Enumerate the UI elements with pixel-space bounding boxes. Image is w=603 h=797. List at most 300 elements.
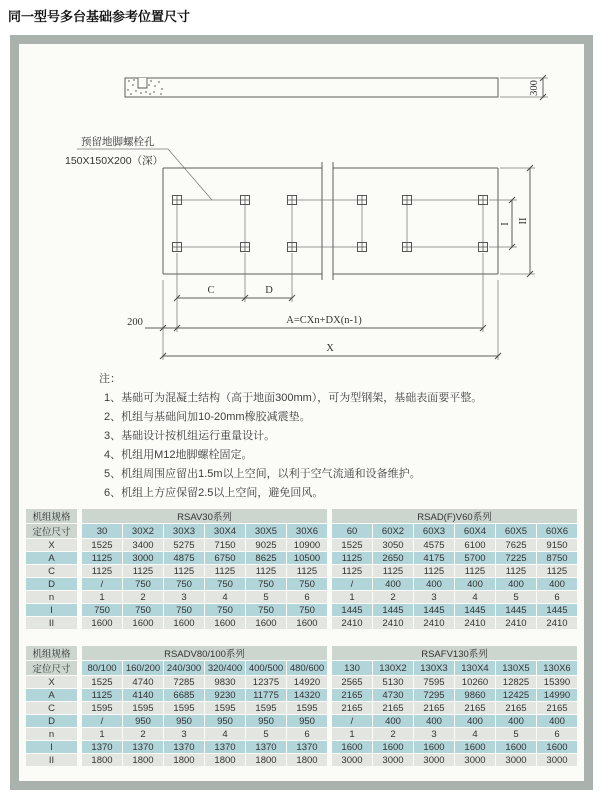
value-cell: 750 [287,578,327,590]
value-cell: / [332,578,372,590]
row-label-cell: I [26,741,77,753]
value-cell: 1595 [287,702,327,714]
value-cell: 2165 [332,689,372,701]
value-cell: 9860 [455,689,495,701]
content-frame [10,35,593,790]
value-cell: 10900 [287,539,327,551]
anchor-bolt-icon [241,243,250,252]
table-data-row [26,604,577,616]
value-cell: 3050 [373,539,413,551]
value-cell: 950 [287,715,327,727]
value-cell: 950 [123,715,163,727]
value-cell: 4140 [123,689,163,701]
value-cell: 1125 [332,552,372,564]
table-data-row [26,741,577,753]
column-spacer [328,741,331,753]
value-cell: 7625 [496,539,536,551]
value-cell: 1600 [496,741,536,753]
model-cell: 130X4 [455,661,495,675]
value-cell: 3 [164,591,204,603]
value-cell: 9830 [205,676,245,688]
model-cell: 60X3 [414,524,454,538]
value-cell: 1370 [246,741,286,753]
column-spacer [328,661,331,675]
column-spacer [328,552,331,564]
table-data-row [26,754,577,766]
table-header-row [26,646,577,660]
value-cell: 1800 [246,754,286,766]
value-cell: 3000 [537,754,577,766]
note-item: 6、机组上方应保留2.5以上空间，避免回风。 [104,487,324,499]
table-data-row [26,702,577,714]
foundation-plan-view [127,162,535,360]
column-spacer [328,676,331,688]
column-spacer [78,539,81,551]
value-cell: 1800 [205,754,245,766]
value-cell: 2 [123,728,163,740]
model-cell: 30X2 [123,524,163,538]
table-model-row [26,661,577,675]
model-cell: 130X2 [373,661,413,675]
value-cell: 1445 [496,604,536,616]
column-spacer [328,754,331,766]
value-cell: 750 [164,578,204,590]
value-cell: 6 [537,591,577,603]
row-label-cell: II [26,754,77,766]
anchor-bolt-icon [173,243,182,252]
column-spacer [78,604,81,616]
column-spacer [78,741,81,753]
value-cell: 2410 [373,617,413,629]
model-cell: 130X5 [496,661,536,675]
value-cell: 2165 [537,702,577,714]
value-cell: 1600 [373,741,413,753]
anchor-bolt-icon [241,196,250,205]
value-cell: 9230 [205,689,245,701]
value-cell: 950 [205,715,245,727]
dim-300 [500,75,548,100]
value-cell: 3000 [414,754,454,766]
value-cell: 750 [164,604,204,616]
value-cell: 1800 [164,754,204,766]
value-cell: 7225 [496,552,536,564]
anchor-bolt-icon [358,196,367,205]
dim-label-C: C [207,285,215,296]
notes-list [99,389,569,503]
note-item: 5、机组周围应留出1.5m以上空间，以利于空气流通和设备维护。 [104,468,421,480]
model-cell: 60 [332,524,372,538]
model-cell: 60X2 [373,524,413,538]
value-cell: 400 [414,715,454,727]
value-cell: 2410 [537,617,577,629]
value-cell: 1445 [373,604,413,616]
row-label-cell: n [26,728,77,740]
anchor-bolt-icon [288,243,297,252]
model-cell: 130X6 [537,661,577,675]
value-cell: 6 [287,591,327,603]
value-cell: 1600 [455,741,495,753]
column-spacer [328,728,331,740]
column-spacer [78,646,81,660]
bolt-hole-label-line2: 150X150X200（深） [65,155,164,167]
column-spacer [328,509,331,523]
value-cell: 1370 [205,741,245,753]
value-cell: 1125 [123,565,163,577]
value-cell: 4 [205,591,245,603]
anchor-bolts [173,196,488,252]
model-cell: 240/300 [164,661,204,675]
dim-label-200: 200 [127,317,143,328]
value-cell: 1125 [82,689,122,701]
bolt-hole-label-line1: 预留地脚螺栓孔 [81,136,155,148]
table-data-row [26,689,577,701]
value-cell: 1 [332,591,372,603]
column-spacer [78,578,81,590]
value-cell: 4 [205,728,245,740]
value-cell: 7150 [205,539,245,551]
value-cell: 400 [455,578,495,590]
table-data-row [26,728,577,740]
value-cell: 1370 [123,741,163,753]
value-cell: 9150 [537,539,577,551]
value-cell: 8750 [537,552,577,564]
model-cell: 160/200 [123,661,163,675]
table-data-row [26,578,577,590]
value-cell: 750 [246,578,286,590]
value-cell: 2410 [496,617,536,629]
anchor-bolt-icon [403,243,412,252]
anchor-bolt-icon [173,196,182,205]
column-spacer [328,539,331,551]
dim-C-D [174,285,295,301]
column-spacer [78,524,81,538]
value-cell: 6100 [455,539,495,551]
value-cell: 7285 [164,676,204,688]
table-data-row [26,676,577,688]
value-cell: 750 [205,604,245,616]
dimensions-table-2 [25,645,578,767]
value-cell: 1595 [164,702,204,714]
value-cell: 1525 [82,539,122,551]
row-label-cell: X [26,539,77,551]
value-cell: / [82,578,122,590]
column-spacer [328,524,331,538]
value-cell: 750 [123,604,163,616]
break-lines [322,162,333,280]
model-cell: 30X4 [205,524,245,538]
value-cell: 2410 [414,617,454,629]
column-spacer [78,689,81,701]
value-cell: 750 [205,578,245,590]
row-label-cell: A [26,552,77,564]
value-cell: 12425 [496,689,536,701]
value-cell: 1125 [287,565,327,577]
value-cell: / [332,715,372,727]
value-cell: 400 [373,578,413,590]
row-label-cell: C [26,565,77,577]
value-cell: 1125 [373,565,413,577]
model-cell: 30X5 [246,524,286,538]
model-cell: 480/600 [287,661,327,675]
value-cell: 2565 [332,676,372,688]
model-cell: 320/400 [205,661,245,675]
series-name-cell: RSAD(F)V60系列 [332,509,577,523]
value-cell: 400 [455,715,495,727]
value-cell: 1125 [205,565,245,577]
value-cell: 1600 [537,741,577,753]
value-cell: 1 [82,728,122,740]
value-cell: 2165 [496,702,536,714]
column-spacer [78,754,81,766]
value-cell: 400 [537,578,577,590]
value-cell: 7295 [414,689,454,701]
value-cell: 6 [287,728,327,740]
column-spacer [78,728,81,740]
table-model-row [26,524,577,538]
model-cell: 400/500 [246,661,286,675]
value-cell: 7595 [414,676,454,688]
anchor-bolt-icon [403,196,412,205]
column-spacer [78,617,81,629]
value-cell: 400 [537,715,577,727]
table-header-row [26,509,577,523]
page-title: 同一型号多台基础参考位置尺寸 [8,9,191,24]
note-item: 1、基础可为混凝土结构（高于地面300mm），可为型钢架，基础表面要平整。 [104,392,483,404]
value-cell: 1525 [82,676,122,688]
value-cell: 1600 [246,617,286,629]
note-item: 2、机组与基础间加10-20mm橡胶减震垫。 [104,411,311,423]
value-cell: 3 [164,728,204,740]
value-cell: 4730 [373,689,413,701]
column-spacer [328,604,331,616]
value-cell: 2 [373,728,413,740]
value-cell: 3400 [123,539,163,551]
value-cell: 2650 [373,552,413,564]
dim-label-I: I [500,222,511,226]
value-cell: 750 [82,604,122,616]
series-name-cell: RSAV30系列 [82,509,327,523]
value-cell: 1125 [496,565,536,577]
value-cell: 6 [537,728,577,740]
value-cell: 10260 [455,676,495,688]
row-label-cell: II [26,617,77,629]
model-cell: 30 [82,524,122,538]
foundation-side-view [125,75,548,100]
value-cell: 1600 [82,617,122,629]
row-label-cell: C [26,702,77,714]
value-cell: 400 [496,578,536,590]
table-data-row [26,539,577,551]
anchor-bolt-icon [358,243,367,252]
dim-label-A-formula: A=CXn+DX(n-1) [286,315,362,326]
notes-block [99,370,569,503]
value-cell: 14920 [287,676,327,688]
value-cell: 3 [414,591,454,603]
corner-cell: 机组规格 [26,646,77,660]
value-cell: 1445 [537,604,577,616]
value-cell: 1600 [123,617,163,629]
value-cell: 1125 [246,565,286,577]
column-spacer [78,715,81,727]
dim-200-A [127,315,486,331]
anchor-bolt-icon [479,196,488,205]
table-data-row [26,552,577,564]
column-spacer [328,565,331,577]
anchor-bolt-icon [479,243,488,252]
value-cell: 1125 [164,565,204,577]
value-cell: 1370 [287,741,327,753]
model-cell: 60X6 [537,524,577,538]
value-cell: 11775 [246,689,286,701]
value-cell: 1125 [414,565,454,577]
value-cell: 1800 [82,754,122,766]
value-cell: 400 [373,715,413,727]
value-cell: 1595 [123,702,163,714]
value-cell: 1 [332,728,372,740]
value-cell: 950 [246,715,286,727]
value-cell: 3000 [123,552,163,564]
value-cell: 5 [246,728,286,740]
value-cell: 1600 [332,741,372,753]
series-name-cell: RSAFV130系列 [332,646,577,660]
value-cell: 750 [246,604,286,616]
dim-X [160,343,501,359]
value-cell: 3000 [455,754,495,766]
value-cell: 4 [455,591,495,603]
value-cell: 1125 [82,565,122,577]
dimensions-table-1 [25,508,578,630]
value-cell: / [82,715,122,727]
value-cell: 9025 [246,539,286,551]
dim-label-D: D [265,285,273,296]
value-cell: 14320 [287,689,327,701]
column-spacer [78,509,81,523]
model-cell: 60X5 [496,524,536,538]
value-cell: 15390 [537,676,577,688]
value-cell: 2165 [455,702,495,714]
value-cell: 4875 [164,552,204,564]
value-cell: 2 [123,591,163,603]
row-label-cell: n [26,591,77,603]
value-cell: 1595 [246,702,286,714]
column-spacer [328,617,331,629]
value-cell: 1800 [287,754,327,766]
value-cell: 5130 [373,676,413,688]
value-cell: 1445 [414,604,454,616]
value-cell: 5275 [164,539,204,551]
anchor-bolt-icon [288,196,297,205]
dim-II [500,165,535,277]
value-cell: 3 [414,728,454,740]
row-label-cell: I [26,604,77,616]
foundation-diagram [19,44,584,374]
value-cell: 1125 [82,552,122,564]
dim-label-II: II [518,217,529,225]
frame-inner [19,44,584,781]
value-cell: 2410 [332,617,372,629]
value-cell: 1370 [164,741,204,753]
value-cell: 4175 [414,552,454,564]
value-cell: 5 [496,728,536,740]
value-cell: 6750 [205,552,245,564]
model-cell: 30X3 [164,524,204,538]
value-cell: 4740 [123,676,163,688]
value-cell: 2165 [414,702,454,714]
value-cell: 1370 [82,741,122,753]
column-spacer [328,715,331,727]
value-cell: 400 [496,715,536,727]
value-cell: 2165 [373,702,413,714]
column-spacer [78,565,81,577]
corner-cell: 机组规格 [26,509,77,523]
value-cell: 1445 [455,604,495,616]
series-name-cell: RSADV80/100系列 [82,646,327,660]
model-cell: 30X6 [287,524,327,538]
value-cell: 1525 [332,539,372,551]
value-cell: 1125 [455,565,495,577]
value-cell: 1125 [332,565,372,577]
row-label-cell: D [26,715,77,727]
anchor-bolt-notch [138,78,147,88]
notes-heading: 注： [99,373,121,385]
row-label-header-cell: 定位尺寸 [26,524,77,538]
column-spacer [328,646,331,660]
table-data-row [26,591,577,603]
value-cell: 750 [123,578,163,590]
model-cell: 60X4 [455,524,495,538]
model-cell: 130X3 [414,661,454,675]
column-spacer [328,689,331,701]
value-cell: 5700 [455,552,495,564]
value-cell: 3000 [496,754,536,766]
column-spacer [78,676,81,688]
value-cell: 1600 [287,617,327,629]
value-cell: 1600 [205,617,245,629]
note-item: 3、基础设计按机组运行重量设计。 [104,430,276,442]
value-cell: 3000 [373,754,413,766]
note-item: 4、机组用M12地脚螺栓固定。 [104,449,253,461]
value-cell: 1 [82,591,122,603]
value-cell: 5 [246,591,286,603]
row-label-cell: X [26,676,77,688]
value-cell: 6685 [164,689,204,701]
column-spacer [78,591,81,603]
value-cell: 1800 [123,754,163,766]
table-data-row [26,565,577,577]
dim-label-X: X [326,343,334,354]
value-cell: 2 [373,591,413,603]
value-cell: 4575 [414,539,454,551]
value-cell: 14990 [537,689,577,701]
table-data-row [26,617,577,629]
column-spacer [78,552,81,564]
value-cell: 2165 [332,702,372,714]
column-spacer [328,702,331,714]
model-cell: 130 [332,661,372,675]
table-data-row [26,715,577,727]
value-cell: 1595 [82,702,122,714]
value-cell: 3000 [332,754,372,766]
value-cell: 5 [496,591,536,603]
model-cell: 80/100 [82,661,122,675]
value-cell: 1595 [205,702,245,714]
dim-I [489,197,517,250]
value-cell: 1600 [164,617,204,629]
value-cell: 2410 [455,617,495,629]
dim-label-300: 300 [529,80,540,96]
value-cell: 1125 [537,565,577,577]
value-cell: 12825 [496,676,536,688]
